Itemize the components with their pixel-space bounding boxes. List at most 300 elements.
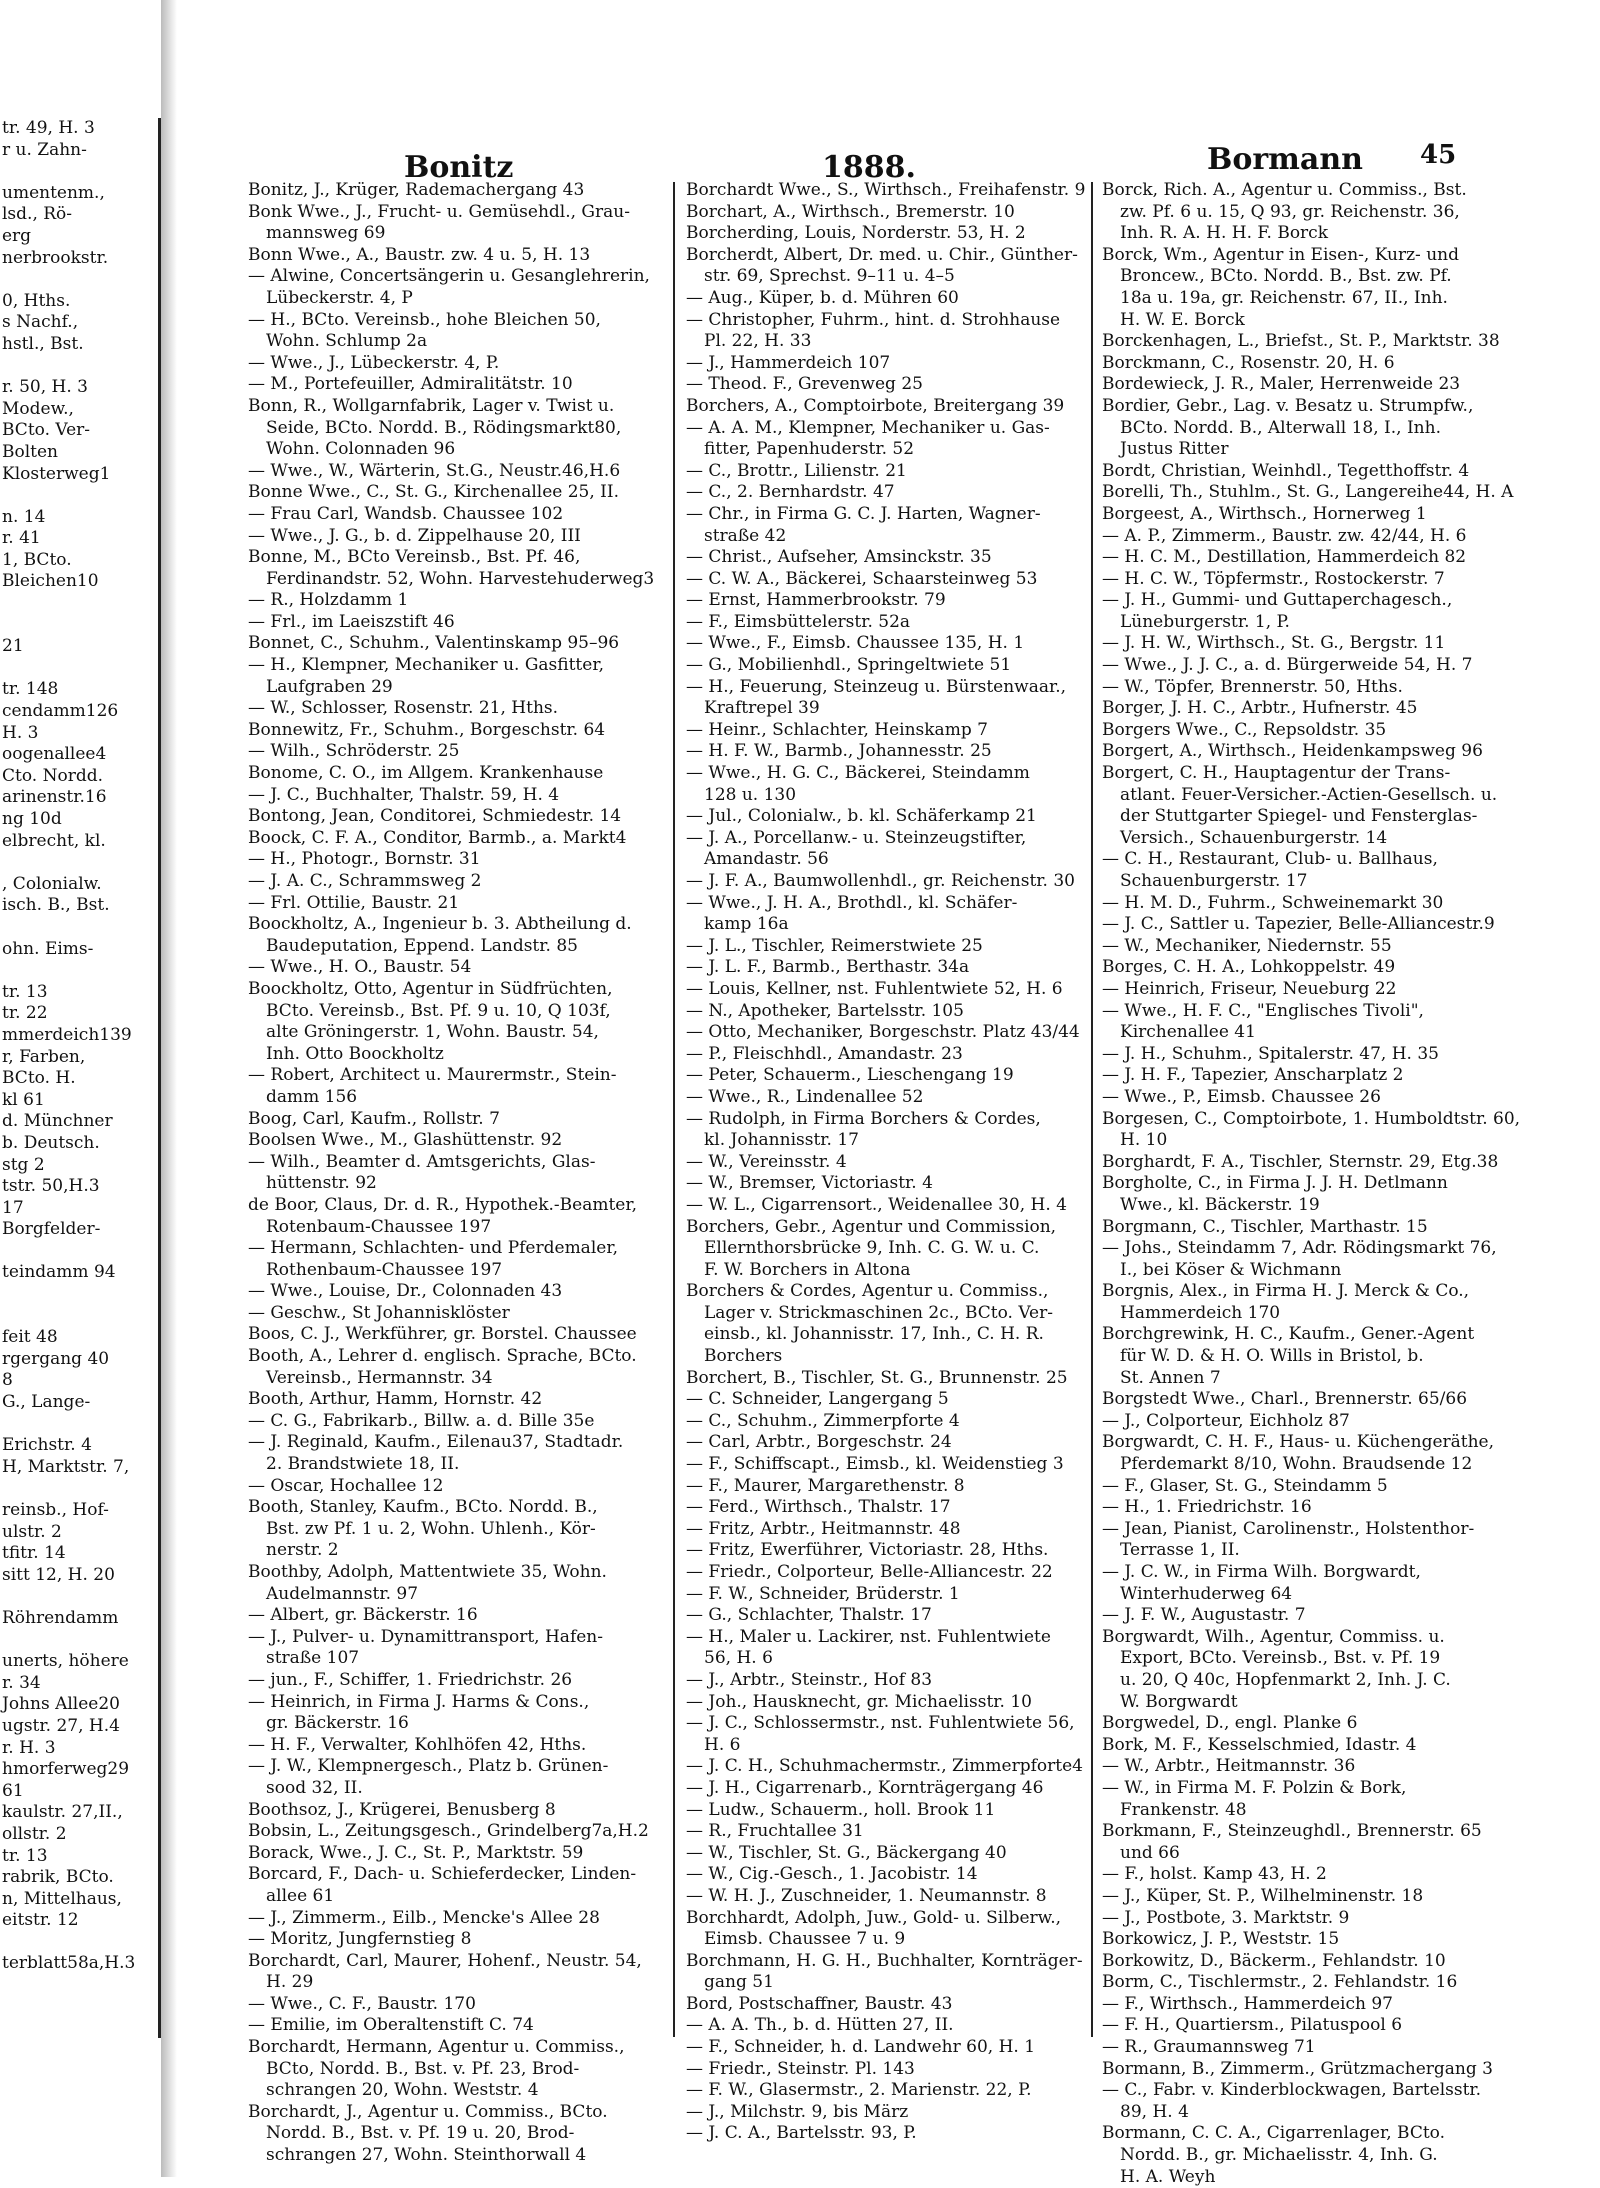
previous-page-line: ohn. Eims- xyxy=(2,938,94,959)
previous-page-line: Erichstr. 4 xyxy=(2,1435,92,1456)
directory-entry-line: Bonne, M., BCto Vereinsb., Bst. Pf. 46, xyxy=(248,547,581,568)
directory-entry-line: — F., Glaser, St. G., Steindamm 5 xyxy=(1102,1475,1388,1496)
directory-entry-line: — Wwe., J. H. A., Brothdl., kl. Schäfer- xyxy=(686,892,1018,913)
directory-entry-line: Boos, C. J., Werkführer, gr. Borstel. Chaussee xyxy=(248,1324,637,1345)
directory-entry-line: Bork, M. F., Kesselschmied, Idastr. 4 xyxy=(1102,1734,1417,1755)
directory-entry-line: — M., Portefeuiller, Admiralitätstr. 10 xyxy=(248,374,573,395)
directory-entry-line: — Wwe., F., Eimsb. Chaussee 135, H. 1 xyxy=(686,633,1025,654)
previous-page-line: b. Deutsch. xyxy=(2,1132,100,1153)
directory-entry-line: Bst. zw Pf. 1 u. 2, Wohn. Uhlenh., Kör- xyxy=(266,1518,596,1539)
directory-entry-line: — J. C., Buchhalter, Thalstr. 59, H. 4 xyxy=(248,784,560,805)
left-catchword: Bonitz xyxy=(404,150,514,185)
directory-entry-line: 89, H. 4 xyxy=(1120,2101,1189,2122)
directory-entry-line: BCto. Nordd. B., Alterwall 18, I., Inh. xyxy=(1120,417,1441,438)
directory-entry-line: — C., 2. Bernhardstr. 47 xyxy=(686,482,895,503)
directory-entry-line: Borgert, C. H., Hauptagentur der Trans- xyxy=(1102,763,1451,784)
directory-entry-line: Borchert, B., Tischler, St. G., Brunnenstr. 25 xyxy=(686,1367,1068,1388)
directory-entry-line: Bormann, C. C. A., Cigarrenlager, BCto. xyxy=(1102,2123,1446,2144)
previous-page-line xyxy=(0,593,158,615)
previous-page-line: eitstr. 12 xyxy=(2,1910,79,1931)
directory-entry-line: Borack, Wwe., J. C., St. P., Marktstr. 59 xyxy=(248,1842,584,1863)
previous-page-line: cendamm126 xyxy=(2,701,119,722)
directory-entry-line: — J., Milchstr. 9, bis März xyxy=(686,2101,909,2122)
book-gutter xyxy=(161,0,177,2177)
directory-entry-line: — Moritz, Jungfernstieg 8 xyxy=(248,1929,472,1950)
directory-entry-line: — W., Vereinsstr. 4 xyxy=(686,1151,847,1172)
directory-entry-line: — A. P., Zimmerm., Baustr. zw. 42/44, H. 6 xyxy=(1102,525,1467,546)
directory-entry-line: — H., 1. Friedrichstr. 16 xyxy=(1102,1497,1312,1518)
directory-entry-line: nerstr. 2 xyxy=(266,1540,339,1561)
previous-page-line: stg 2 xyxy=(2,1154,45,1175)
previous-page-line xyxy=(0,658,158,680)
directory-entry-line: Borgnis, Alex., in Firma H. J. Merck & Co., xyxy=(1102,1281,1470,1302)
directory-entry-line: — R., Graumannsweg 71 xyxy=(1102,2037,1316,2058)
directory-entry-line: — C. G., Fabrikarb., Billw. a. d. Bille 35e xyxy=(248,1410,595,1431)
directory-entry-line: Borchgrewink, H. C., Kaufm., Gener.-Agent xyxy=(1102,1324,1475,1345)
directory-entry-line: — J. L., Tischler, Reimerstwiete 25 xyxy=(686,935,983,956)
directory-entry-line: Borgholte, C., in Firma J. J. H. Detlmann xyxy=(1102,1173,1448,1194)
directory-entry-line: — C., Schuhm., Zimmerpforte 4 xyxy=(686,1410,960,1431)
directory-entry-line: Booth, Stanley, Kaufm., BCto. Nordd. B., xyxy=(248,1497,598,1518)
previous-page-line: Borgfelder- xyxy=(2,1219,101,1240)
directory-entry-line: — H. F. W., Barmb., Johannesstr. 25 xyxy=(686,741,992,762)
directory-entry-line: Lübeckerstr. 4, P xyxy=(266,287,413,308)
directory-entry-line: Bordewieck, J. R., Maler, Herrenweide 23 xyxy=(1102,374,1461,395)
directory-entry-line: Bonne Wwe., C., St. G., Kirchenallee 25, II. xyxy=(248,482,620,503)
previous-page-line xyxy=(0,356,158,378)
directory-entry-line: — G., Schlachter, Thalstr. 17 xyxy=(686,1605,932,1626)
previous-page-line: sitt 12, H. 20 xyxy=(2,1564,115,1585)
directory-entry-line: — F. W., Schneider, Brüderstr. 1 xyxy=(686,1583,960,1604)
directory-entry-line: — H., Maler u. Lackirer, nst. Fuhlentwiete xyxy=(686,1626,1051,1647)
directory-entry-line: H. 29 xyxy=(266,1972,314,1993)
directory-entry-line: Borcard, F., Dach- u. Schieferdecker, Linden- xyxy=(248,1864,637,1885)
directory-entry-line: — C. Schneider, Langergang 5 xyxy=(686,1389,949,1410)
directory-entry-line: Rotenbaum-Chaussee 197 xyxy=(266,1216,492,1237)
directory-entry-line: — J. F. A., Baumwollenhdl., gr. Reichenstr. 30 xyxy=(686,871,1075,891)
directory-entry-line: 56, H. 6 xyxy=(704,1648,773,1669)
directory-entry-line: Seide, BCto. Nordd. B., Rödingsmarkt80, xyxy=(266,417,622,438)
directory-entry-line: fitter, Papenhuderstr. 52 xyxy=(704,439,915,460)
directory-entry-line: — Christ., Aufseher, Amsinckstr. 35 xyxy=(686,547,992,568)
directory-entry-line: F. W. Borchers in Altona xyxy=(704,1259,911,1280)
directory-entry-line: — Oscar, Hochallee 12 xyxy=(248,1475,444,1496)
year-heading: 1888. xyxy=(822,150,916,185)
directory-entry-line: — Chr., in Firma G. C. J. Harten, Wagner- xyxy=(686,503,1041,524)
directory-entry-line: Bonnewitz, Fr., Schuhm., Borgeschstr. 64 xyxy=(248,719,606,740)
previous-page-line: 21 xyxy=(2,636,24,657)
previous-page-line xyxy=(0,1932,158,1954)
directory-entry-line: 128 u. 130 xyxy=(704,784,797,805)
previous-page-line xyxy=(0,269,158,291)
directory-entry-line: Borchers & Cordes, Agentur u. Commiss., xyxy=(686,1281,1049,1302)
directory-entry-line: Nordd. B., gr. Michaelisstr. 4, Inh. G. xyxy=(1120,2145,1438,2166)
previous-page-line xyxy=(0,1284,158,1306)
directory-entry-line: Schauenburgerstr. 17 xyxy=(1120,871,1308,891)
previous-page-line: Cto. Nordd. xyxy=(2,765,103,786)
directory-entry-line: Winterhuderweg 64 xyxy=(1120,1583,1293,1604)
directory-entry-line: Wohn. Schlump 2a xyxy=(266,331,428,352)
directory-entry-line: Borghardt, F. A., Tischler, Sternstr. 29, Etg.38 xyxy=(1102,1151,1499,1172)
directory-entry-line: — Wwe., H. O., Baustr. 54 xyxy=(248,957,472,978)
directory-entry-line: — Wwe., R., Lindenallee 52 xyxy=(686,1086,924,1107)
directory-entry-line: — J. H., Gummi- und Guttaperchagesch., xyxy=(1102,590,1453,611)
previous-page-line: reinsb., Hof- xyxy=(2,1500,109,1520)
entry-column-1 xyxy=(248,180,658,2166)
directory-entry-line: — Louis, Kellner, nst. Fuhlentwiete 52, H. 6 xyxy=(686,978,1063,999)
previous-page-line: rabrik, BCto. xyxy=(2,1867,114,1888)
page-header xyxy=(182,120,1572,185)
directory-entry-line: Kirchenallee 41 xyxy=(1120,1022,1256,1043)
directory-entry-line: Borkmann, F., Steinzeughdl., Brennerstr. 65 xyxy=(1102,1821,1482,1842)
previous-page-line: , Colonialw. xyxy=(2,873,102,894)
directory-entry-line: 18a u. 19a, gr. Reichenstr. 67, II., Inh. xyxy=(1120,287,1448,308)
directory-entry-line: Wohn. Colonnaden 96 xyxy=(266,439,456,460)
directory-entry-line: Borchardt Wwe., S., Wirthsch., Freihafenstr. 9 xyxy=(686,180,1086,200)
directory-entry-line: — Wwe., W., Wärterin, St.G., Neustr.46,H.6 xyxy=(248,460,621,481)
directory-entry-line: — Heinrich, Friseur, Neueburg 22 xyxy=(1102,978,1397,999)
directory-entry-line: Boothsoz, J., Krügerei, Benusberg 8 xyxy=(248,1799,556,1820)
directory-entry-line: — J. C., Schlossermstr., nst. Fuhlentwiete 56, xyxy=(686,1713,1075,1734)
directory-entry-line: — J. C., Sattler u. Tapezier, Belle-Alliancestr.9 xyxy=(1102,914,1495,935)
directory-entry-line: Boolsen Wwe., M., Glashüttenstr. 92 xyxy=(248,1130,563,1151)
directory-entry-line: — F., Schneider, h. d. Landwehr 60, H. 1 xyxy=(686,2037,1036,2058)
directory-entry-line: — J., Zimmerm., Eilb., Mencke's Allee 28 xyxy=(248,1907,600,1928)
directory-entry-line: Booth, A., Lehrer d. englisch. Sprache, BCto. xyxy=(248,1346,637,1367)
directory-entry-line: Borgstedt Wwe., Charl., Brennerstr. 65/66 xyxy=(1102,1389,1468,1410)
directory-entry-line: — Friedr., Steinstr. Pl. 143 xyxy=(686,2058,915,2079)
directory-entry-line: Borgesen, C., Comptoirbote, 1. Humboldtstr. 60, xyxy=(1102,1108,1521,1129)
directory-entry-line: St. Annen 7 xyxy=(1120,1367,1221,1388)
directory-entry-line: Borchhardt, Adolph, Juw., Gold- u. Silberw., xyxy=(686,1907,1062,1928)
directory-entry-line: — Wwe., C. F., Baustr. 170 xyxy=(248,1993,476,2014)
directory-entry-line: Borgwardt, C. H. F., Haus- u. Küchengeräthe, xyxy=(1102,1432,1495,1453)
previous-page-line: hmorferweg29 xyxy=(2,1759,130,1780)
directory-entry-line: sood 32, II. xyxy=(266,1777,363,1798)
directory-entry-line: Borgmann, C., Tischler, Marthastr. 15 xyxy=(1102,1216,1428,1237)
directory-entry-line: und 66 xyxy=(1120,1842,1180,1863)
directory-entry-line: — F., Wirthsch., Hammerdeich 97 xyxy=(1102,1993,1393,2014)
previous-page-line: Johns Allee20 xyxy=(2,1694,120,1715)
directory-entry-line: Borm, C., Tischlermstr., 2. Fehlandstr. 16 xyxy=(1102,1972,1458,1993)
directory-entry-line: — Fritz, Ewerführer, Victoriastr. 28, Hths. xyxy=(686,1540,1049,1561)
directory-entry-line: — Jul., Colonialw., b. kl. Schäferkamp 21 xyxy=(686,806,1037,827)
directory-entry-line: — W., Mechaniker, Niedernstr. 55 xyxy=(1102,935,1392,956)
previous-page-line: tr. 13 xyxy=(2,981,48,1002)
previous-page-line: ng 10d xyxy=(2,809,62,829)
previous-page-line xyxy=(0,1241,158,1263)
directory-entry-line: damm 156 xyxy=(266,1086,358,1107)
previous-page-line: tr. 49, H. 3 xyxy=(2,118,95,138)
directory-entry-line: Rothenbaum-Chaussee 197 xyxy=(266,1259,503,1280)
directory-entry-line: — Ludw., Schauerm., holl. Brook 11 xyxy=(686,1799,996,1820)
directory-entry-line: Bonnet, C., Schuhm., Valentinskamp 95–96 xyxy=(248,633,620,654)
directory-entry-line: — Geschw., St Johannisklöster xyxy=(248,1302,510,1323)
directory-entry-line: — J. A., Porcellanw.- u. Steinzeugstifter, xyxy=(686,827,1027,848)
directory-entry-line: Baudeputation, Eppend. Landstr. 85 xyxy=(266,935,578,956)
entry-column-2 xyxy=(686,180,1086,2144)
directory-entry-line: — A. A. Th., b. d. Hütten 27, II. xyxy=(686,2015,954,2036)
directory-entry-line: — J. L. F., Barmb., Berthastr. 34a xyxy=(686,957,970,978)
directory-entry-line: kamp 16a xyxy=(704,914,789,935)
previous-page-line: teindamm 94 xyxy=(2,1262,116,1283)
previous-page-line: ulstr. 2 xyxy=(2,1521,62,1542)
previous-page-line: Modew., xyxy=(2,398,74,419)
directory-entry-line: zw. Pf. 6 u. 15, Q 93, gr. Reichenstr. 36, xyxy=(1120,201,1460,222)
directory-entry-line: Borgeest, A., Wirthsch., Hornerweg 1 xyxy=(1102,503,1427,524)
directory-entry-line: Bonk Wwe., J., Frucht- u. Gemüsehdl., Grau- xyxy=(248,201,630,222)
directory-entry-line: — F. H., Quartiersm., Pilatuspool 6 xyxy=(1102,2015,1403,2036)
previous-page-line: 1, BCto. xyxy=(2,549,72,570)
previous-page-line: r u. Zahn- xyxy=(2,139,87,160)
directory-entry-line: für W. D. & H. O. Wills in Bristol, b. xyxy=(1120,1346,1424,1367)
previous-page-line: 61 xyxy=(2,1780,24,1801)
previous-page-line xyxy=(0,485,158,507)
directory-entry-line: straße 42 xyxy=(704,525,787,546)
previous-page-line: ugstr. 27, H.4 xyxy=(2,1715,120,1736)
directory-entry-line: — Heinr., Schlachter, Heinskamp 7 xyxy=(686,719,988,740)
directory-entry-line: Kraftrepel 39 xyxy=(704,698,820,719)
previous-page-line: erg xyxy=(2,225,32,246)
directory-entry-line: Borchart, A., Wirthsch., Bremerstr. 10 xyxy=(686,201,1015,222)
directory-entry-line: — Frl., im Laeiszstift 46 xyxy=(248,611,455,632)
directory-entry-line: Borges, C. H. A., Lohkoppelstr. 49 xyxy=(1102,957,1396,978)
directory-entry-line: hüttenstr. 92 xyxy=(266,1173,377,1194)
previous-page-line: kl 61 xyxy=(2,1089,45,1110)
previous-page-line xyxy=(0,615,158,637)
directory-entry-line: — Jean, Pianist, Carolinenstr., Holstenthor- xyxy=(1102,1518,1475,1539)
previous-page-line: Bolten xyxy=(2,441,59,462)
entry-column-3 xyxy=(1102,180,1521,2187)
previous-page-line xyxy=(0,1414,158,1436)
previous-page-line: kaulstr. 27,II., xyxy=(2,1802,123,1823)
directory-entry-line: — F., Maurer, Margarethenstr. 8 xyxy=(686,1475,965,1496)
previous-page-line: ollstr. 2 xyxy=(2,1823,67,1844)
directory-entry-line: einsb., kl. Johannisstr. 17, Inh., C. H. R. xyxy=(704,1324,1044,1345)
directory-entry-line: — J. C. A., Bartelsstr. 93, P. xyxy=(686,2123,917,2144)
directory-entry-line: — Friedr., Colporteur, Belle-Alliancestr. 22 xyxy=(686,1562,1053,1582)
previous-page-line: r. H. 3 xyxy=(2,1737,56,1758)
directory-entry-line: — Wwe., H. G. C., Bäckerei, Steindamm xyxy=(686,763,1030,784)
directory-entry-line: Borcherdt, Albert, Dr. med. u. Chir., Günther- xyxy=(686,244,1078,265)
directory-entry-line: — A. A. M., Klempner, Mechaniker u. Gas- xyxy=(686,417,1050,438)
directory-entry-line: — Christopher, Fuhrm., hint. d. Strohhause xyxy=(686,309,1061,330)
directory-entry-line: — H. F., Verwalter, Kohlhöfen 42, Hths. xyxy=(248,1734,587,1755)
directory-entry-line: Borchardt, J., Agentur u. Commiss., BCto. xyxy=(248,2101,608,2122)
directory-entry-line: Ellernthorsbrücke 9, Inh. C. G. W. u. C. xyxy=(704,1238,1040,1259)
directory-entry-line: — H. C. W., Töpfermstr., Rostockerstr. 7 xyxy=(1102,568,1445,589)
directory-entry-line: H. 6 xyxy=(704,1734,741,1755)
directory-entry-line: Vereinsb., Hermannstr. 34 xyxy=(266,1367,493,1388)
directory-entry-line: — W., Schlosser, Rosenstr. 21, Hths. xyxy=(248,698,559,719)
directory-entry-line: schrangen 20, Wohn. Weststr. 4 xyxy=(266,2080,539,2101)
directory-entry-line: allee 61 xyxy=(266,1885,335,1906)
previous-page-line: BCto. H. xyxy=(2,1068,76,1089)
directory-entry-line: Borcherding, Louis, Norderstr. 53, H. 2 xyxy=(686,223,1026,244)
directory-entry-line: Boothby, Adolph, Mattentwiete 35, Wohn. xyxy=(248,1562,607,1582)
directory-entry-line: Borelli, Th., Stuhlm., St. G., Langereihe44, H. A xyxy=(1102,482,1514,503)
directory-entry-line: — J., Küper, St. P., Wilhelminenstr. 18 xyxy=(1102,1885,1424,1906)
directory-entry-line: Audelmannstr. 97 xyxy=(266,1583,419,1604)
directory-entry-line: — Joh., Hausknecht, gr. Michaelisstr. 10 xyxy=(686,1691,1032,1712)
directory-entry-line: — J., Hammerdeich 107 xyxy=(686,352,891,373)
directory-entry-line: Bontong, Jean, Conditorei, Schmiedestr. 14 xyxy=(248,806,622,827)
directory-entry-line: Borck, Rich. A., Agentur u. Commiss., Bst. xyxy=(1102,180,1467,200)
directory-entry-line: Inh. R. A. H. H. F. Borck xyxy=(1120,223,1329,244)
previous-page-line xyxy=(0,1586,158,1608)
directory-entry-line: Bord, Postschaffner, Baustr. 43 xyxy=(686,1993,953,2014)
directory-entry-line: Lüneburgerstr. 1, P. xyxy=(1120,611,1290,632)
directory-entry-line: Justus Ritter xyxy=(1120,439,1229,460)
previous-page-line: tr. 148 xyxy=(2,679,59,700)
directory-entry-line: — R., Fruchtallee 31 xyxy=(686,1821,864,1842)
directory-entry-line: gang 51 xyxy=(704,1972,774,1993)
directory-entry-line: — J., Pulver- u. Dynamittransport, Hafen- xyxy=(248,1626,603,1647)
directory-entry-line: I., bei Köser & Wichmann xyxy=(1120,1259,1342,1280)
directory-entry-line: — C. H., Restaurant, Club- u. Ballhaus, xyxy=(1102,849,1438,870)
previous-page-line: mmerdeich139 xyxy=(2,1024,132,1045)
right-catchword: Bormann xyxy=(1207,142,1363,177)
directory-entry-line: — Frl. Ottilie, Baustr. 21 xyxy=(248,892,460,913)
directory-entry-line: H. W. E. Borck xyxy=(1120,309,1245,330)
previous-page-line: nerbrookstr. xyxy=(2,247,109,268)
directory-entry-line: — Wilh., Schröderstr. 25 xyxy=(248,741,460,762)
directory-entry-line: — Fritz, Arbtr., Heitmannstr. 48 xyxy=(686,1518,961,1539)
previous-page-fragment xyxy=(0,118,161,2038)
previous-page-line: tstr. 50,H.3 xyxy=(2,1176,100,1197)
directory-entry-line: — Ferd., Wirthsch., Thalstr. 17 xyxy=(686,1497,951,1518)
previous-page-line: G., Lange- xyxy=(2,1392,91,1413)
directory-entry-line: 2. Brandstwiete 18, II. xyxy=(266,1454,460,1475)
previous-page-line xyxy=(0,1306,158,1328)
directory-entry-line: — Carl, Arbtr., Borgeschstr. 24 xyxy=(686,1432,952,1453)
directory-entry-line: — Wwe., J. J. C., a. d. Bürgerweide 54, H. 7 xyxy=(1102,655,1473,676)
directory-entry-line: — H., BCto. Vereinsb., hohe Bleichen 50, xyxy=(248,309,601,330)
directory-entry-line: Bonome, C. O., im Allgem. Krankenhause xyxy=(248,763,604,784)
previous-page-line: Klosterweg1 xyxy=(2,463,111,484)
directory-entry-line: Lager v. Strickmaschinen 2c., BCto. Ver- xyxy=(704,1302,1053,1323)
directory-entry-line: — W., Arbtr., Heitmannstr. 36 xyxy=(1102,1756,1356,1777)
directory-entry-line: Borckmann, C., Rosenstr. 20, H. 6 xyxy=(1102,352,1395,373)
directory-entry-line: — C. W. A., Bäckerei, Schaarsteinweg 53 xyxy=(686,568,1038,589)
previous-page-line: isch. B., Bst. xyxy=(2,895,110,916)
previous-page-line: r. 41 xyxy=(2,528,41,549)
directory-entry-line: — Frau Carl, Wandsb. Chaussee 102 xyxy=(248,503,564,524)
directory-entry-line: Borkowitz, D., Bäckerm., Fehlandstr. 10 xyxy=(1102,1950,1446,1971)
directory-entry-line: — J. H., Cigarrenarb., Kornträgergang 46 xyxy=(686,1777,1044,1798)
previous-page-line: arinenstr.16 xyxy=(2,787,107,808)
directory-entry-line: Borckenhagen, L., Briefst., St. P., Marktstr. 38 xyxy=(1102,331,1500,352)
directory-entry-line: Borchardt, Carl, Maurer, Hohenf., Neustr. 54, xyxy=(248,1950,642,1971)
directory-entry-line: Borchmann, H. G. H., Buchhalter, Kornträger- xyxy=(686,1950,1083,1971)
directory-entry-line: — N., Apotheker, Bartelsstr. 105 xyxy=(686,1000,964,1021)
directory-entry-line: — H., Feuerung, Steinzeug u. Bürstenwaar., xyxy=(686,676,1067,697)
directory-entry-line: — F., Eimsbüttelerstr. 52a xyxy=(686,611,911,632)
previous-page-line: terblatt58a,H.3 xyxy=(2,1953,136,1974)
directory-entry-line: — W., in Firma M. F. Polzin & Bork, xyxy=(1102,1777,1407,1798)
previous-page-line xyxy=(0,917,158,939)
previous-page-line: Röhrendamm xyxy=(2,1607,119,1628)
directory-entry-line: — W., Töpfer, Brennerstr. 50, Hths. xyxy=(1102,676,1403,697)
directory-entry-line: — Wwe., P., Eimsb. Chaussee 26 xyxy=(1102,1086,1381,1107)
previous-page-line: elbrecht, kl. xyxy=(2,830,106,851)
directory-entry-line: Boock, C. F. A., Conditor, Barmb., a. Markt4 xyxy=(248,827,627,848)
directory-entry-line: de Boor, Claus, Dr. d. R., Hypothek.-Beamter, xyxy=(248,1194,638,1215)
directory-entry-line: — Peter, Schauerm., Lieschengang 19 xyxy=(686,1065,1014,1086)
previous-page-line xyxy=(0,161,158,183)
directory-entry-line: Boockholtz, Otto, Agentur in Südfrüchten, xyxy=(248,978,613,999)
directory-entry-line: BCto. Vereinsb., Bst. Pf. 9 u. 10, Q 103f, xyxy=(266,1000,611,1021)
directory-entry-line: — Rudolph, in Firma Borchers & Cordes, xyxy=(686,1108,1041,1129)
directory-entry-line: H. A. Weyh xyxy=(1120,2166,1216,2187)
directory-entry-line: Borchers, Gebr., Agentur und Commission, xyxy=(686,1216,1057,1237)
directory-entry-line: Borgwardt, Wilh., Agentur, Commiss. u. xyxy=(1102,1626,1445,1647)
directory-entry-line: — Wilh., Beamter d. Amtsgerichts, Glas- xyxy=(248,1151,596,1172)
directory-entry-line: Borgers Wwe., C., Repsoldstr. 35 xyxy=(1102,719,1387,740)
previous-page-line: n, Mittelhaus, xyxy=(2,1888,122,1909)
directory-entry-line: Inh. Otto Boockholtz xyxy=(266,1043,444,1064)
directory-entry-line: Broncew., BCto. Nordd. B., Bst. zw. Pf. xyxy=(1120,266,1452,287)
previous-page-line: n. 14 xyxy=(2,506,46,527)
directory-entry-line: — J., Postbote, 3. Marktstr. 9 xyxy=(1102,1907,1350,1928)
directory-entry-line: — J. H. F., Tapezier, Anscharplatz 2 xyxy=(1102,1065,1404,1086)
directory-entry-line: — Hermann, Schlachten- und Pferdemaler, xyxy=(248,1238,618,1259)
directory-entry-line: Laufgraben 29 xyxy=(266,676,393,697)
previous-page-line: feit 48 xyxy=(2,1327,58,1348)
directory-entry-line: — R., Holzdamm 1 xyxy=(248,590,409,611)
directory-entry-line: — Albert, gr. Bäckerstr. 16 xyxy=(248,1605,478,1626)
directory-entry-line: Wwe., kl. Bäckerstr. 19 xyxy=(1120,1194,1320,1215)
directory-entry-line: Ferdinandstr. 52, Wohn. Harvestehuderweg3 xyxy=(266,568,655,589)
directory-entry-line: — Theod. F., Grevenweg 25 xyxy=(686,374,923,395)
directory-entry-line: Bonn, R., Wollgarnfabrik, Lager v. Twist u. xyxy=(248,395,615,416)
directory-entry-line: — J., Colporteur, Eichholz 87 xyxy=(1102,1410,1350,1431)
previous-page-line: r, Farben, xyxy=(2,1046,86,1067)
entry-columns xyxy=(182,180,1572,2187)
directory-entry-line: Frankenstr. 48 xyxy=(1120,1799,1247,1820)
directory-entry-line: u. 20, Q 40c, Hopfenmarkt 2, Inh. J. C. xyxy=(1120,1669,1451,1690)
directory-entry-line: — Heinrich, in Firma J. Harms & Cons., xyxy=(248,1691,590,1712)
previous-page-line: H, Marktstr. 7, xyxy=(2,1456,130,1477)
previous-page-line: oogenallee4 xyxy=(2,744,107,765)
directory-entry-line: Terrasse 1, II. xyxy=(1120,1540,1240,1561)
directory-entry-line: — W., Bremser, Victoriastr. 4 xyxy=(686,1173,933,1194)
directory-entry-line: — Otto, Mechaniker, Borgeschstr. Platz 43/44 xyxy=(686,1022,1080,1043)
directory-entry-line: — W., Tischler, St. G., Bäckergang 40 xyxy=(686,1842,1007,1863)
previous-page-line: lsd., Rö- xyxy=(2,204,73,225)
directory-entry-line: Versich., Schauenburgerstr. 14 xyxy=(1120,827,1388,848)
previous-page-line: tr. 13 xyxy=(2,1845,48,1866)
directory-entry-line: kl. Johannisstr. 17 xyxy=(704,1130,859,1151)
directory-entry-line: Borgwedel, D., engl. Planke 6 xyxy=(1102,1713,1358,1734)
directory-entry-line: Export, BCto. Vereinsb., Bst. v. Pf. 19 xyxy=(1120,1648,1441,1669)
previous-page-line: hstl., Bst. xyxy=(2,333,84,354)
directory-entry-line: — Wwe., Louise, Dr., Colonnaden 43 xyxy=(248,1281,563,1302)
directory-entry-line: — C., Brottr., Lilienstr. 21 xyxy=(686,460,907,481)
directory-entry-line: — J. W., Klempnergesch., Platz b. Grünen- xyxy=(248,1756,609,1777)
previous-page-line: tr. 22 xyxy=(2,1003,48,1024)
directory-entry-line: Bonitz, J., Krüger, Rademachergang 43 xyxy=(248,180,585,200)
directory-entry-line: — Johs., Steindamm 7, Adr. Rödingsmarkt 76, xyxy=(1102,1238,1497,1259)
directory-entry-line: Amandastr. 56 xyxy=(704,849,829,870)
previous-page-line: umentenm., xyxy=(2,182,105,203)
directory-entry-line: Borchardt, Hermann, Agentur u. Commiss., xyxy=(248,2037,625,2058)
directory-entry-line: — H., Klempner, Mechaniker u. Gasfitter, xyxy=(248,655,604,676)
directory-entry-line: Borchers, A., Comptoirbote, Breitergang 39 xyxy=(686,395,1065,416)
previous-page-line: unerts, höhere xyxy=(2,1651,129,1672)
directory-entry-line: — H. C. M., Destillation, Hammerdeich 82 xyxy=(1102,547,1467,568)
directory-entry-line: Nordd. B., Bst. v. Pf. 19 u. 20, Brod- xyxy=(266,2123,575,2144)
